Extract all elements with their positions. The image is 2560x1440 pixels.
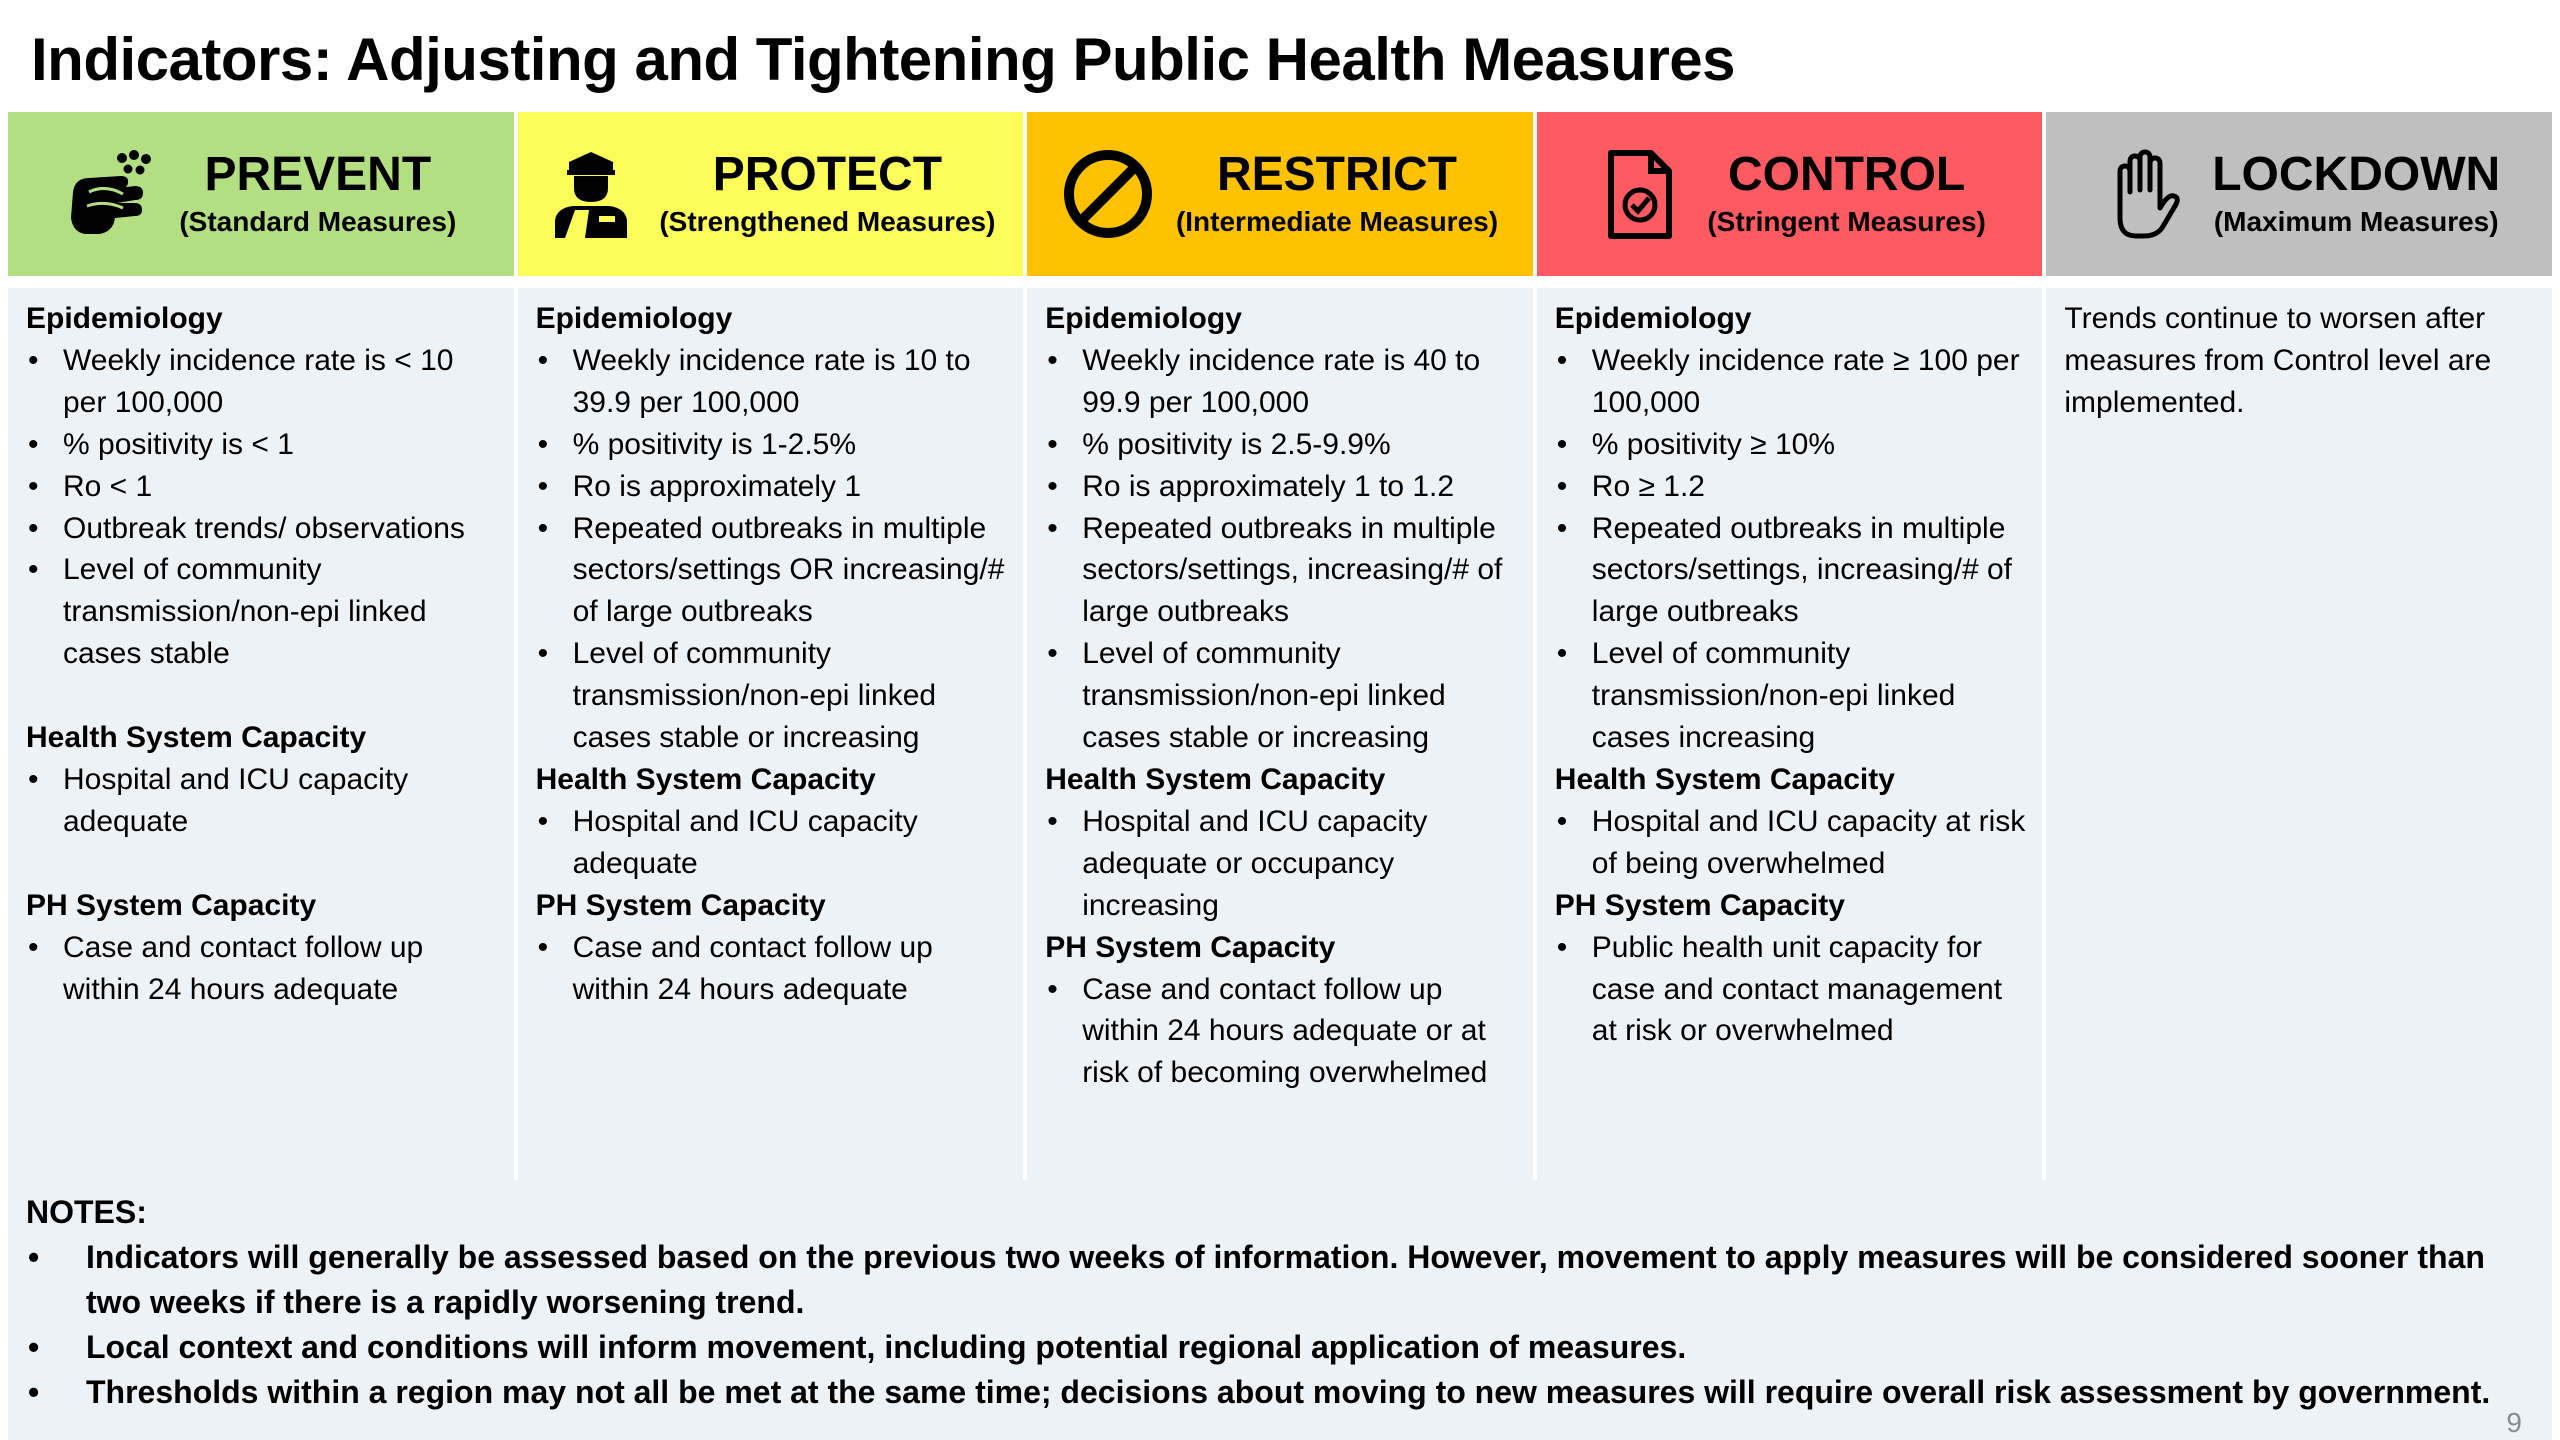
column-lockdown (2046, 288, 2552, 1180)
column-control (1537, 288, 2043, 1180)
column-prevent (8, 288, 514, 1180)
list-item: • Weekly incidence rate ≥ 100 per 100,000 (1555, 340, 2029, 424)
list-item: • Level of community transmission/non-epi linked cases stable or increasing (1045, 633, 1519, 759)
ph-system-list (1045, 969, 1519, 1095)
list-item: • Public health unit capacity for case and contact management at risk or overwhelmed (1555, 927, 2029, 1053)
raised-hand-icon (2098, 148, 2190, 240)
note-item: • Indicators will generally be assessed based on the previous two weeks of information. However, movement to apply measures will be considered sooner than two weeks if there is a rapidly worsening trend. (26, 1235, 2506, 1325)
column-protect (518, 288, 1024, 1180)
section-title-health-system: Health System Capacity (1554, 762, 1895, 796)
health-system-list (536, 801, 1010, 885)
list-item: • Level of community transmission/non-epi linked cases increasing (1555, 633, 2029, 759)
header-prevent (8, 112, 514, 276)
epidemiology-list (1045, 340, 1519, 759)
ph-system-list (1555, 927, 2029, 1053)
section-title-health-system: Health System Capacity (1045, 762, 1386, 796)
level-subtitle: (Strengthened Measures) (659, 206, 996, 237)
section-title-ph-system: PH System Capacity (1045, 930, 1336, 964)
levels-table (8, 112, 2552, 1180)
list-item: • % positivity is 1-2.5% (536, 424, 1010, 466)
list-item: • Ro is approximately 1 to 1.2 (1045, 466, 1519, 508)
list-item: • Hospital and ICU capacity adequate (536, 801, 1010, 885)
section-title-epidemiology: Epidemiology (26, 302, 223, 335)
prohibited-icon (1062, 148, 1154, 240)
list-item: • % positivity is < 1 (26, 424, 500, 466)
list-item: • Ro is approximately 1 (536, 466, 1010, 508)
level-name: CONTROL (1727, 148, 1966, 201)
level-subtitle: (Maximum Measures) (2213, 206, 2499, 237)
level-subtitle: (Standard Measures) (179, 206, 457, 237)
hand-washing-icon (65, 148, 157, 240)
list-item: • Weekly incidence rate is < 10 per 100,000 (26, 340, 500, 424)
page-number: 9 (2506, 1407, 2522, 1438)
level-subtitle: (Intermediate Measures) (1175, 206, 1499, 237)
list-item: • Level of community transmission/non-epi linked cases stable (26, 549, 500, 675)
page-title: Indicators: Adjusting and Tightening Public Health Measures (31, 26, 1736, 93)
list-item: • Weekly incidence rate is 40 to 99.9 per 100,000 (1045, 340, 1519, 424)
list-item: • Hospital and ICU capacity adequate (26, 759, 500, 843)
list-item: • Case and contact follow up within 24 hours adequate or at risk of becoming overwhelmed (1045, 969, 1519, 1095)
section-title-ph-system: PH System Capacity (26, 888, 317, 922)
level-name: PROTECT (712, 148, 943, 201)
health-system-list (1045, 801, 1519, 927)
section-title-ph-system: PH System Capacity (535, 888, 826, 922)
note-item: • Thresholds within a region may not all be met at the same time; decisions about moving to new measures will require overall risk assessment by government. (26, 1370, 2506, 1415)
list-item: • Repeated outbreaks in multiple sectors/settings OR increasing/# of large outbreaks (536, 508, 1010, 634)
list-item: • Ro ≥ 1.2 (1555, 466, 2029, 508)
header-restrict (1027, 112, 1533, 276)
level-name: PREVENT (204, 148, 432, 201)
header-lockdown (2046, 112, 2552, 276)
epidemiology-list (1555, 340, 2029, 759)
officer-icon (545, 148, 637, 240)
list-item: • Ro < 1 (26, 466, 500, 508)
list-item: • Case and contact follow up within 24 hours adequate (26, 927, 500, 1011)
ph-system-list (536, 927, 1010, 1011)
epidemiology-list (536, 340, 1010, 759)
list-item: • Weekly incidence rate is 10 to 39.9 per 100,000 (536, 340, 1010, 424)
level-subtitle: (Stringent Measures) (1707, 206, 1986, 237)
epidemiology-list (26, 340, 500, 675)
list-item: • Level of community transmission/non-epi linked cases stable or increasing (536, 633, 1010, 759)
section-title-epidemiology: Epidemiology (1045, 302, 1242, 335)
list-item: • Hospital and ICU capacity adequate or occupancy increasing (1045, 801, 1519, 927)
list-item: • % positivity is 2.5-9.9% (1045, 424, 1519, 466)
column-restrict (1027, 288, 1533, 1180)
section-title-epidemiology: Epidemiology (1554, 302, 1752, 335)
list-item: • Repeated outbreaks in multiple sectors/settings, increasing/# of large outbreaks (1045, 508, 1519, 634)
section-title-epidemiology: Epidemiology (535, 302, 733, 335)
section-title-ph-system: PH System Capacity (1554, 888, 1845, 922)
header-protect (518, 112, 1024, 276)
health-system-list (26, 759, 500, 843)
list-item: • Case and contact follow up within 24 hours adequate (536, 927, 1010, 1011)
notes-section (8, 1180, 2552, 1440)
ph-system-list (26, 927, 500, 1011)
level-name: RESTRICT (1216, 148, 1457, 201)
health-system-list (1555, 801, 2029, 885)
notes-title: NOTES: (26, 1194, 147, 1230)
list-item: • % positivity ≥ 10% (1555, 424, 2029, 466)
header-control (1537, 112, 2043, 276)
note-item: • Local context and conditions will inform movement, including potential regional application of measures. (26, 1325, 2506, 1370)
list-item: • Repeated outbreaks in multiple sectors/settings, increasing/# of large outbreaks (1555, 508, 2029, 634)
list-item: • Outbreak trends/ observations (26, 508, 500, 550)
level-name: LOCKDOWN (2212, 148, 2501, 201)
notes-list (26, 1235, 2534, 1415)
section-title-health-system: Health System Capacity (535, 762, 876, 796)
section-title-health-system: Health System Capacity (26, 721, 367, 755)
list-item: • Hospital and ICU capacity at risk of being overwhelmed (1555, 801, 2029, 885)
document-check-icon (1593, 148, 1685, 240)
lockdown-description: Trends continue to worsen after measures from Control level are implemented. (2064, 302, 2492, 419)
